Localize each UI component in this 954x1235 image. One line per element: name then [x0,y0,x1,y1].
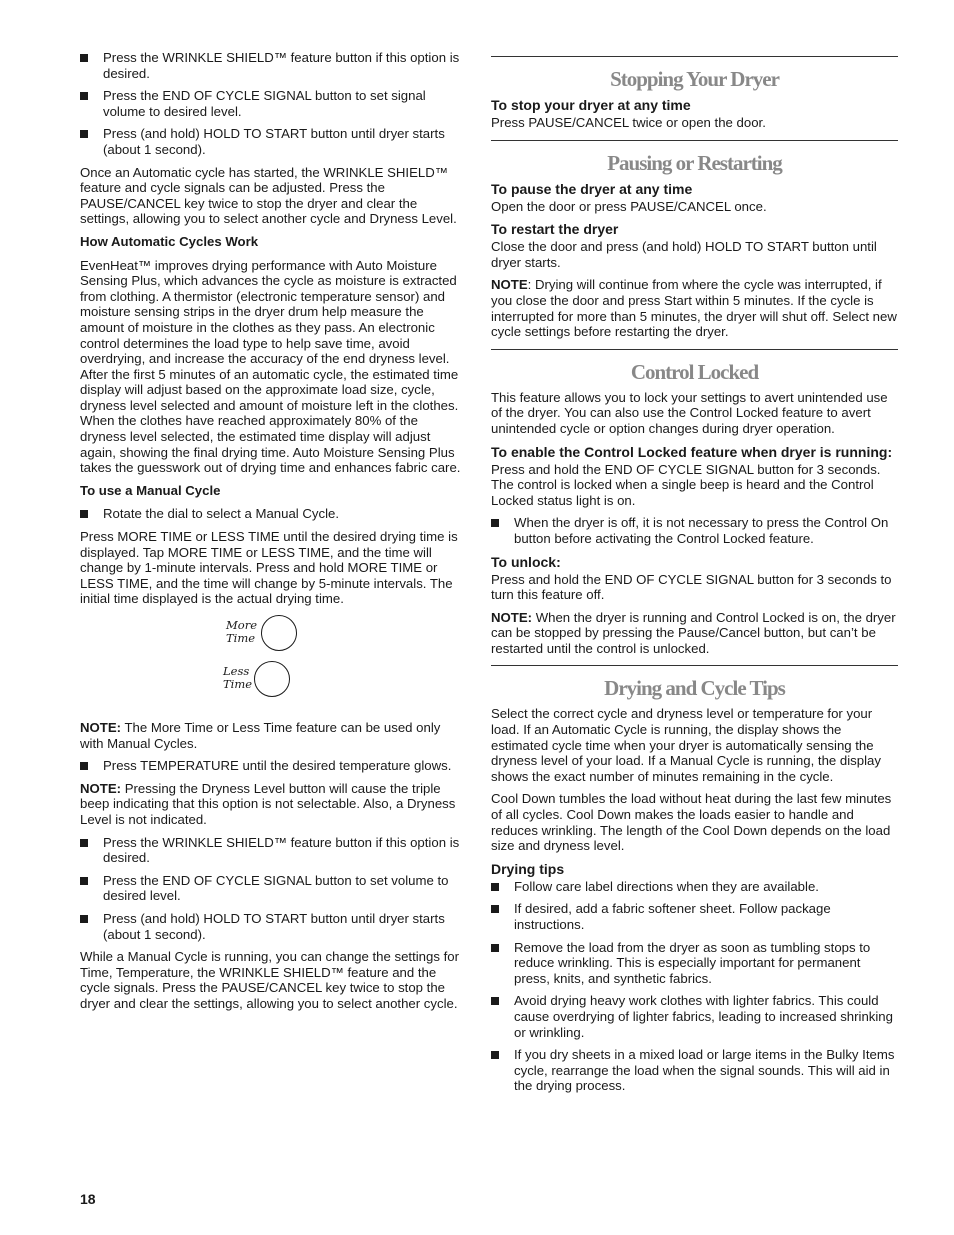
bullet-square-icon [491,997,499,1005]
more-time-button-icon [261,615,297,651]
tips-paragraph-1: Select the correct cycle and dryness level or temperature for your load. If an Automatic Cycle is running, the display shows the estimated cycle time when your dryer is automatically sensing the dryness level of your load. If a Manual Cycle is running, the display shows the exact number of minutes remaining in the cycle. [491,706,881,784]
note-more-less-time: NOTE: The More Time or Less Time feature can be used only with Manual Cycles. [80,720,441,751]
how-automatic-paragraph: EvenHeat™ improves drying performance with Auto Moisture Sensing Plus, which advances the cycle as moisture is extracted from clothing. A thermistor (electronic temperature sensor) and moisture sensing strips in the dryer drum help measure the amount of moisture in the clothes as they pass. An electronic control determines the load type to help save time, avoid overdrying, and increase the accuracy of the end dryness level. After the first 5 minutes of an automatic cycle, the estimated time display will adjust based on the approximate load size, cycle, dryness level selected and amount of moisture left in the clothes. When the clothes have reached approximately 80% of the dryness level selected, the estimated time display will adjust again, showing the final drying time. Auto Moisture Sensing Plus takes the guesswork out of drying time and enhances fabric care. [80,257,461,476]
list-item: When the dryer is off, it is not necessary to press the Control On button before activating the Control Locked feature. [491,515,898,546]
list-item: Press (and hold) HOLD TO START button until dryer starts (about 1 second). [80,911,462,942]
bullet-square-icon [491,905,499,913]
bullet-square-icon [80,130,88,138]
list-item: If you dry sheets in a mixed load or large items in the Bulky Items cycle, rearrange the load when the signal sounds. This will aid in the drying process. [491,1047,898,1094]
more-time-label: More Time [226,618,258,645]
unlock-text: Press and hold the END OF CYCLE SIGNAL button for 3 seconds to turn this feature off. [491,571,892,603]
bullet-square-icon [491,883,499,891]
drying-tips-subheading: Drying tips [491,860,565,877]
bullet-square-icon [80,92,88,100]
restart-text: Close the door and press (and hold) HOLD TO START button until dryer starts. [491,239,877,270]
list-item: Press TEMPERATURE until the desired temperature glows. [80,758,462,774]
less-time-button-icon [254,661,290,697]
pause-subheading: To pause the dryer at any time [491,180,693,197]
tips-paragraph-2: Cool Down tumbles the load without heat during the last few minutes of all cycles. Cool Down makes the loads easier to handle and reduces wrinkling. The length of the Cool Down depends on the load size and dryness level. [491,791,892,854]
list-item: Press the END OF CYCLE SIGNAL button to set volume to desired level. [80,873,462,904]
bullet-square-icon [80,510,88,518]
stopping-your-dryer-heading: Stopping Your Dryer [610,67,779,91]
list-item: Remove the load from the dryer as soon as tumbling stops to reduce wrinkling. This is especially important for permanent press, knits, and synthetic fabrics. [491,940,898,987]
right-column [491,56,898,1101]
bullet-square-icon [80,915,88,923]
stop-text: Press PAUSE/CANCEL twice or open the door. [491,115,766,130]
stop-subheading: To stop your dryer at any time [491,97,691,113]
control-locked-subheading: To enable the Control Locked feature when dryer is running: [491,443,893,460]
manual-cycle-running-paragraph: While a Manual Cycle is running, you can change the settings for Time, Temperature, the WRINKLE SHIELD™ feature and the cycle signals. Press the PAUSE/CANCEL key twice to stop the dryer and clear the settings, allowing you to select another cycle. [80,949,459,1011]
note-dryness-level: NOTE: Pressing the Dryness Level button will cause the triple beep indicating that this option is not selectable. Also, a Dryness Level is not indicated. [80,780,456,827]
automatic-cycle-paragraph: Once an Automatic cycle has started, the WRINKLE SHIELD™ feature and cycle signals can be adjusted. Press the PAUSE/CANCEL key twice to stop the dryer and clear the settings, allowing you to select another cycle and Dryness Level. [80,164,457,227]
list-item: Rotate the dial to select a Manual Cycle. [80,506,462,522]
list-item: Avoid drying heavy work clothes with lighter fabrics. This could cause overdrying of lighter fabrics, leading to increased shrinking or wrinkling. [491,993,898,1040]
list-item: Press the WRINKLE SHIELD™ feature button if this option is desired. [80,50,462,81]
bullet-square-icon [491,944,499,952]
list-item: Press the WRINKLE SHIELD™ feature button if this option is desired. [80,835,462,866]
list-item: Press the END OF CYCLE SIGNAL button to set signal volume to desired level. [80,88,462,119]
list-item: Follow care label directions when they are available. [491,879,898,895]
restart-subheading: To restart the dryer [491,221,619,238]
section-divider [491,56,898,57]
bullet-square-icon [80,839,88,847]
how-automatic-heading: How Automatic Cycles Work [80,233,259,249]
unlock-subheading: To unlock: [491,553,561,570]
list-item: If desired, add a fabric softener sheet. Follow package instructions. [491,901,898,932]
left-column [80,50,462,1019]
control-locked-text-2: Press and hold the END OF CYCLE SIGNAL button for 3 seconds. The control is locked when a single beep is heard and the Control Locked status light is on. [491,461,881,508]
section-divider [491,349,898,350]
section-divider [491,665,898,666]
less-time-label: Less Time [223,664,253,691]
manual-cycle-heading: To use a Manual Cycle [80,482,221,498]
bullet-square-icon [491,519,499,527]
bullet-square-icon [80,54,88,62]
drying-cycle-tips-heading: Drying and Cycle Tips [604,676,785,701]
restart-note: NOTE: Drying will continue from where the cycle was interrupted, if you close the door and press Start within 5 minutes. If the cycle is interrupted for more than 5 minutes, the dryer will shut off. Select new cycle settings before restarting the dryer. [491,277,897,340]
bullet-square-icon [80,762,88,770]
pausing-restarting-heading: Pausing or Restarting [607,150,782,175]
control-locked-text: This feature allows you to lock your settings to avert unintended use of the dryer. You can also use the Control Locked feature to avert unintended cycle or option changes during dryer operation. [491,389,888,436]
bullet-square-icon [80,877,88,885]
time-buttons-figure [80,615,462,710]
pause-text: Open the door or press PAUSE/CANCEL once. [491,198,767,214]
bullet-square-icon [491,1051,499,1059]
list-item: Press (and hold) HOLD TO START button until dryer starts (about 1 second). [80,126,462,157]
manual-cycle-paragraph: Press MORE TIME or LESS TIME until the desired drying time is displayed. Tap MORE TIME or LESS TIME, and the time will change by 1-minute intervals. Press and hold MORE TIME or LESS TIME, and the time will change by 5-minute intervals. The initial time displayed is the actual drying time. [80,529,458,607]
page-number: 18 [80,1191,96,1207]
control-locked-heading: Control Locked [630,359,759,384]
unlock-note: NOTE: When the dryer is running and Control Locked is on, the dryer can be stopped by pressing the Pause/Cancel button, but can’t be restarted until the control is unlocked. [491,609,896,656]
section-divider [491,140,898,141]
